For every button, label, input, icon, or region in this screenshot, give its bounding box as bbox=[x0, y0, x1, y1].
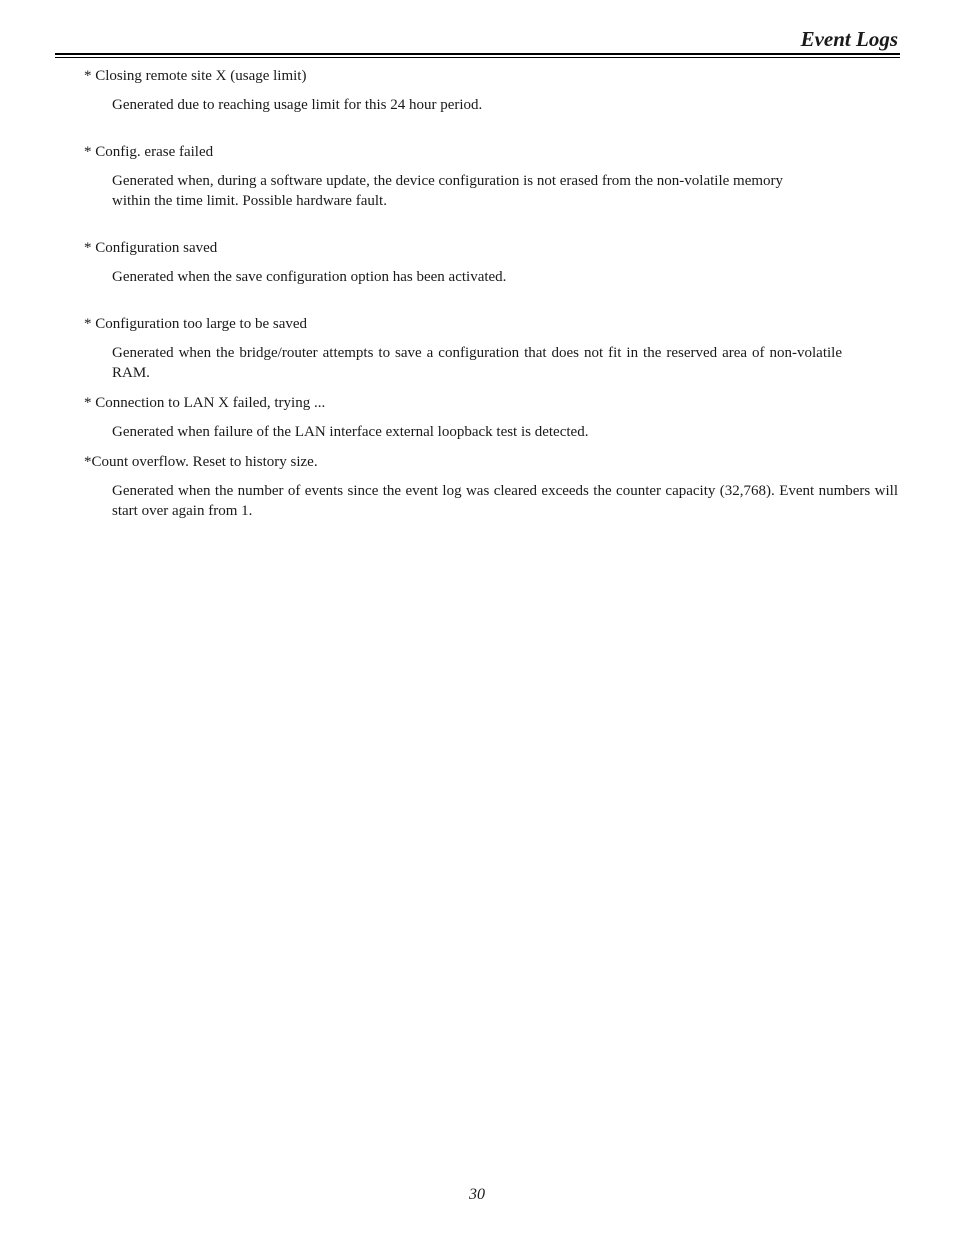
entry-title: *Count overflow. Reset to history size. bbox=[84, 454, 318, 470]
page-number: 30 bbox=[469, 1186, 485, 1203]
page-title: Event Logs bbox=[800, 27, 898, 51]
entry-configuration-too-large bbox=[84, 314, 898, 383]
entry-description: Generated when the save configuration option has been activated. bbox=[112, 269, 507, 285]
entry-connection-lan-failed bbox=[84, 393, 898, 442]
entry-description: Generated due to reaching usage limit for this 24 hour period. bbox=[112, 97, 483, 113]
entry-count-overflow bbox=[84, 452, 898, 521]
entry-closing-remote-site bbox=[84, 66, 898, 115]
entry-description: Generated when the number of events since the event log was cleared exceeds the counter capacity (32,768). Event numbers will start over again from 1. bbox=[112, 483, 898, 519]
entry-description: Generated when, during a software update, the device configuration is not erased from the non-volatile memory within the time limit. Possible hardware fault. bbox=[112, 173, 784, 209]
entry-config-erase-failed bbox=[84, 142, 898, 211]
header-rule-thick bbox=[55, 53, 900, 55]
entry-title: * Config. erase failed bbox=[84, 144, 214, 160]
page-header bbox=[55, 26, 900, 58]
entry-title: * Connection to LAN X failed, trying ... bbox=[84, 395, 326, 411]
header-rule-thin bbox=[55, 57, 900, 58]
event-log-entries bbox=[84, 66, 898, 521]
entry-description: Generated when the bridge/router attempts to save a configuration that does not fit in the reserved area of non-volatile RAM. bbox=[112, 345, 842, 381]
entry-title: * Closing remote site X (usage limit) bbox=[84, 68, 307, 84]
entry-configuration-saved bbox=[84, 238, 898, 287]
entry-title: * Configuration saved bbox=[84, 240, 218, 256]
entry-description: Generated when failure of the LAN interface external loopback test is detected. bbox=[112, 424, 589, 440]
entry-title: * Configuration too large to be saved bbox=[84, 316, 308, 332]
